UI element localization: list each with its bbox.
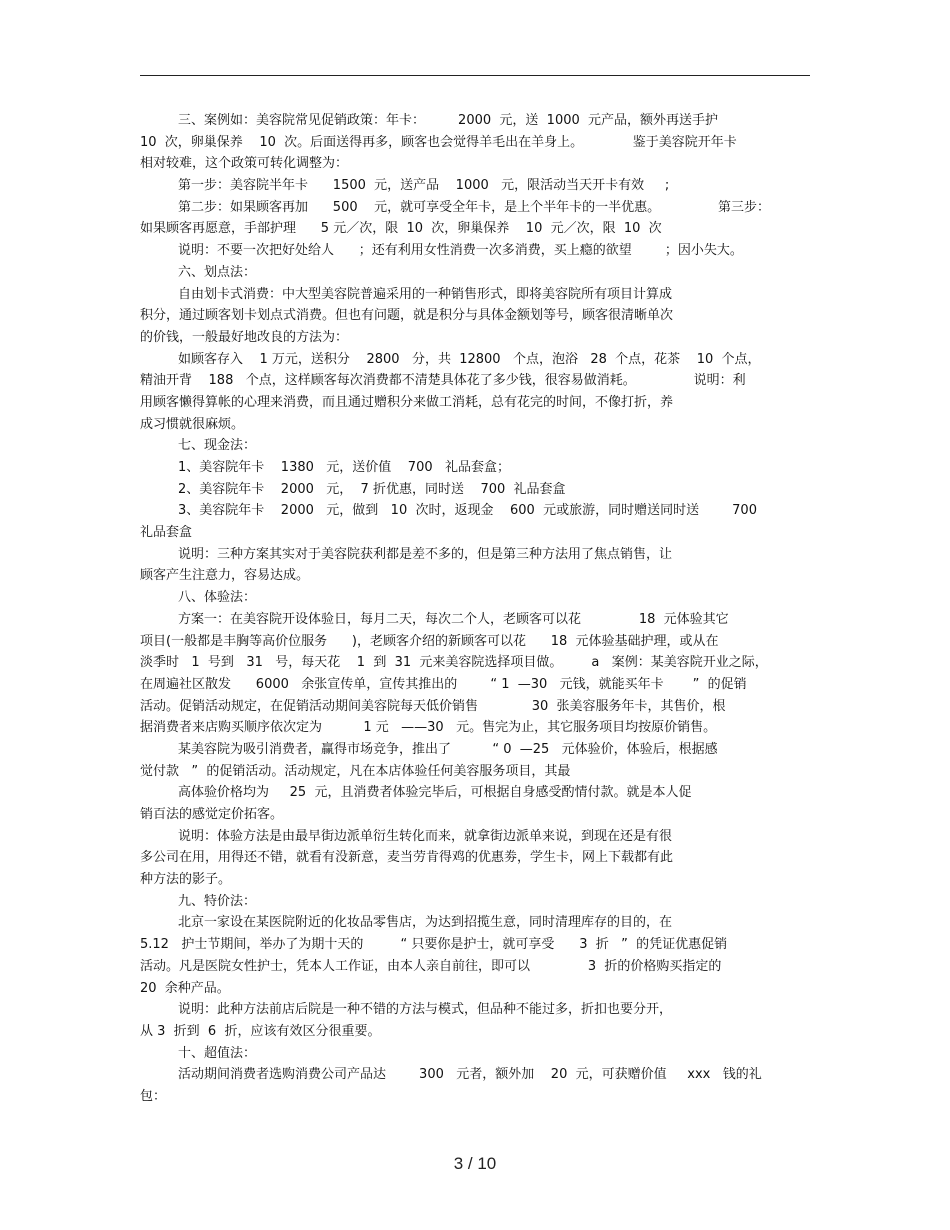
text-line: 自由划卡式消费：中大型美容院普遍采用的一种销售形式，即将美容院所有项目计算成 xyxy=(178,286,673,302)
text-line: 礼品套盒 xyxy=(140,525,193,541)
text-line: 如果顾客再愿意，手部护理 5 元／次，限 10 次，卵巢保养 10 元／次，限 10 次 xyxy=(140,221,662,237)
text-line: 在周遍社区散发 6000 余张宣传单，宣传其推出的 “ 1 —30 元钱，就能买年卡 ” 的促销 xyxy=(140,676,747,692)
text-line: 七、现金法： xyxy=(178,438,257,454)
text-line: 六、划点法： xyxy=(178,264,257,280)
text-line: 积分，通过顾客划卡划点式消费。但也有问题，就是积分与具体金额划等号，顾客很清晰单次 xyxy=(140,308,674,324)
text-line: 5.12 护士节期间，举办了为期十天的 “ 只要你是护士，就可享受 3 折 ” 的凭证优惠促销 xyxy=(140,937,728,953)
text-line: 某美容院为吸引消费者，赢得市场竞争，推出了 “ 0 —25 元体验价，体验后，根据感 xyxy=(178,741,718,757)
text-line: 2、美容院年卡 2000 元， 7 折优惠，同时送 700 礼品套盒 xyxy=(178,481,566,497)
text-line: 用顾客懒得算帐的心理来消费，而且通过赠积分来做工消耗，总有花完的时间，不像打折，养 xyxy=(140,394,674,410)
text-line: 项目(一般都是丰胸等高价位服务 )，老顾客介绍的新顾客可以花 18 元体验基础护理，或从在 xyxy=(140,633,719,649)
text-line: 顾客产生注意力，容易达成。 xyxy=(140,568,310,584)
text-line: 第二步：如果顾客再加 500 元，就可享受全年卡，是上个半年卡的一半优惠。 第三步： xyxy=(178,199,770,215)
text-line: 如顾客存入 1 万元，送积分 2800 分，共 12800 个点，泡浴 28 个点，花茶 10 个点， xyxy=(178,351,761,367)
text-line: 20 余种产品。 xyxy=(140,980,230,996)
text-line: 销百法的感觉定价拓客。 xyxy=(140,807,284,822)
text-line: 说明：三种方案其实对于美容院获利都是差不多的，但是第三种方法用了焦点销售，让 xyxy=(178,546,673,562)
text-line: 觉付款 ” 的促销活动。活动规定，凡在本店体验任何美容服务项目，其最 xyxy=(140,763,571,779)
text-line: 方案一：在美容院开设体验日，每月二天，每次二个人，老顾客可以花 18 元体验其它 xyxy=(178,611,729,627)
text-line: 精油开背 188 个点，这样顾客每次消费都不清楚具体花了多少钱，很容易做消耗。 说明：利 xyxy=(140,373,746,389)
text-line: 的价钱，一般最好地改良的方法为： xyxy=(140,329,349,345)
text-line: 包： xyxy=(140,1088,167,1104)
text-line: 成习惯就很麻烦。 xyxy=(140,416,245,432)
header-rule xyxy=(140,75,810,76)
text-line: 说明：不要一次把好处给人 ；还有利用女性消费一次多消费，买上瘾的欲望 ；因小失大。 xyxy=(178,243,743,259)
text-line: 第一步：美容院半年卡 1500 元，送产品 1000 元，限活动当天开卡有效 ; xyxy=(178,178,670,194)
text-line: 1、美容院年卡 1380 元，送价值 700 礼品套盒； xyxy=(178,460,511,475)
text-line: 相对较难，这个政策可转化调整为： xyxy=(140,156,349,172)
text-line: 据消费者来店购买顺序依次定为 1 元 ——30 元。售完为止，其它服务项目均按原价销售。 xyxy=(140,720,717,736)
text-line: 10 次，卵巢保养 10 次。后面送得再多，顾客也会觉得羊毛出在羊身上。 鉴于美容院开年卡 xyxy=(140,134,737,150)
text-line: 说明：体验方法是由最早街边派单衍生转化而来，就拿街边派单来说，到现在还是有很 xyxy=(178,828,673,844)
text-line: 说明：此种方法前店后院是一种不错的方法与模式，但品种不能过多，折扣也要分开， xyxy=(178,1002,673,1018)
text-line: 高体验价格均为 25 元，且消费者体验完毕后，可根据自身感受酌情付款。就是本人促 xyxy=(178,785,692,801)
text-line: 八、体验法： xyxy=(178,590,257,606)
text-line: 北京一家设在某医院附近的化妆品零售店，为达到招揽生意，同时清理库存的目的，在 xyxy=(178,915,673,931)
text-line: 种方法的影子。 xyxy=(140,872,232,888)
text-line: 活动。凡是医院女性护士，凭本人工作证，由本人亲自前往，即可以 3 折的价格购买指定的 xyxy=(140,958,722,974)
text-line: 九、特价法： xyxy=(178,893,257,909)
document-body xyxy=(140,110,812,1108)
text-line: 淡季时 1 号到 31 号，每天花 1 到 31 元来美容院选择项目做。 a 案例：某美容院开业之际， xyxy=(140,655,768,671)
text-line: 活动。促销活动规定，在促销活动期间美容院每天低价销售 30 张美容服务年卡，其售价，根 xyxy=(140,698,726,714)
text-line: 十、超值法： xyxy=(178,1045,257,1061)
page-number: 3 / 10 xyxy=(453,1154,497,1173)
text-line: 3、美容院年卡 2000 元，做到 10 次时，返现金 600 元或旅游，同时赠送同时送 700 xyxy=(178,503,757,519)
text-line: 活动期间消费者选购消费公司产品达 300 元者，额外加 20 元，可获赠价值 xxx 钱的礼 xyxy=(178,1067,762,1083)
text-line: 三、案例如：美容院常见促销政策：年卡： 2000 元，送 1000 元产品，额外再送手护 xyxy=(178,113,719,128)
text-line: 多公司在用，用得还不错，就看有没新意，麦当劳肯得鸡的优惠劵，学生卡，网上下载都有此 xyxy=(140,850,674,866)
text-line: 从 3 折到 6 折，应该有效区分很重要。 xyxy=(140,1023,381,1039)
